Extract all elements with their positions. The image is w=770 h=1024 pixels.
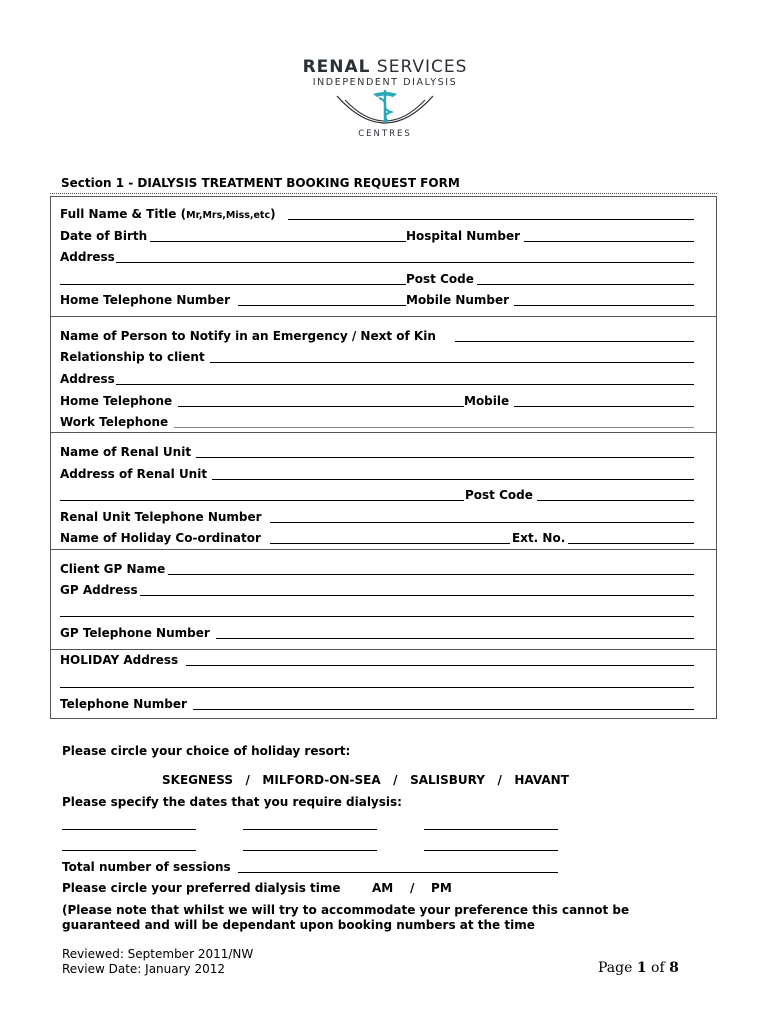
relationship-label: Relationship to client <box>60 350 205 364</box>
holiday-address-label: HOLIDAY Address <box>60 653 179 667</box>
next-of-kin-label: Name of Person to Notify in an Emergency / Next of Kin <box>60 329 436 343</box>
resort-prompt: Please circle your choice of holiday resort: <box>62 744 351 758</box>
emergency-home-telephone-field[interactable] <box>178 406 464 407</box>
logo-subtitle: INDEPENDENT DIALYSIS <box>312 77 458 88</box>
review-date-text: Review Date: January 2012 <box>62 962 226 976</box>
next-of-kin-field[interactable] <box>455 341 694 342</box>
emergency-home-telephone-label: Home Telephone <box>60 394 173 408</box>
date-field-3[interactable] <box>424 829 558 830</box>
holiday-address-field-1[interactable] <box>186 665 694 666</box>
hospital-number-label: Hospital Number <box>406 229 520 243</box>
date-field-6[interactable] <box>424 850 558 851</box>
holiday-telephone-label: Telephone Number <box>60 697 187 711</box>
emergency-address-label: Address <box>60 372 115 386</box>
holiday-telephone-field[interactable] <box>193 709 694 710</box>
ext-no-field[interactable] <box>568 543 694 544</box>
logo-brand: RENAL SERVICES <box>302 57 468 77</box>
renal-unit-telephone-field[interactable] <box>270 522 694 523</box>
note-line-1: (Please note that whilst we will try to accommodate your preference this cannot be <box>62 903 630 917</box>
post-code-field[interactable] <box>477 284 694 285</box>
renal-unit-name-field[interactable] <box>196 457 694 458</box>
full-name-label: Full Name & Title (Mr,Mrs,Miss,etc) <box>60 207 276 221</box>
work-telephone-field[interactable] <box>174 427 694 428</box>
home-telephone-label: Home Telephone Number <box>60 293 231 307</box>
renal-unit-address-label: Address of Renal Unit <box>60 467 208 481</box>
gp-address-field-1[interactable] <box>140 595 694 596</box>
work-telephone-label: Work Telephone <box>60 415 169 429</box>
holiday-coordinator-label: Name of Holiday Co-ordinator <box>60 531 261 545</box>
dob-field[interactable] <box>150 241 406 242</box>
dialysis-time-options[interactable]: AM / PM <box>372 881 452 895</box>
hospital-number-field[interactable] <box>524 241 694 242</box>
reviewed-text: Reviewed: September 2011/NW <box>62 947 254 961</box>
renal-unit-address-field-2[interactable] <box>60 500 464 501</box>
gp-address-field-2[interactable] <box>60 616 694 617</box>
renal-unit-post-code-field[interactable] <box>537 500 694 501</box>
holiday-coordinator-field[interactable] <box>270 543 510 544</box>
title-divider <box>50 193 717 194</box>
date-field-2[interactable] <box>243 829 377 830</box>
full-name-field[interactable] <box>288 219 694 220</box>
emergency-address-field[interactable] <box>116 384 694 385</box>
date-field-5[interactable] <box>243 850 377 851</box>
gp-telephone-field[interactable] <box>216 638 694 639</box>
renal-unit-telephone-label: Renal Unit Telephone Number <box>60 510 262 524</box>
note-line-2: guaranteed and will be dependant upon booking numbers at the time <box>62 918 535 932</box>
relationship-field[interactable] <box>210 362 694 363</box>
total-sessions-label: Total number of sessions <box>62 860 231 874</box>
emergency-mobile-label: Mobile <box>464 394 510 408</box>
gp-name-label: Client GP Name <box>60 562 166 576</box>
mobile-label: Mobile Number <box>406 293 510 307</box>
total-sessions-field[interactable] <box>238 872 558 873</box>
holiday-address-field-2[interactable] <box>60 687 694 688</box>
dates-prompt: Please specify the dates that you require dialysis: <box>62 795 402 809</box>
renal-unit-post-code-label: Post Code <box>465 488 533 502</box>
mobile-field[interactable] <box>514 305 694 306</box>
address-field-1[interactable] <box>116 262 694 263</box>
resort-options[interactable]: SKEGNESS / MILFORD-ON-SEA / SALISBURY / HAVANT <box>162 773 569 787</box>
home-telephone-field[interactable] <box>238 305 406 306</box>
post-code-label: Post Code <box>406 272 474 286</box>
gp-address-label: GP Address <box>60 583 138 597</box>
gp-telephone-label: GP Telephone Number <box>60 626 210 640</box>
renal-unit-address-field-1[interactable] <box>212 479 694 480</box>
section-title: Section 1 - DIALYSIS TREATMENT BOOKING REQUEST FORM <box>61 176 460 190</box>
gp-name-field[interactable] <box>168 574 694 575</box>
address-label: Address <box>60 250 115 264</box>
renal-unit-name-label: Name of Renal Unit <box>60 445 192 459</box>
dialysis-time-prompt: Please circle your preferred dialysis time <box>62 881 341 895</box>
date-field-1[interactable] <box>62 829 196 830</box>
page-number: Page 1 of 8 <box>598 960 679 976</box>
logo-centres: CENTRES <box>358 129 412 139</box>
dob-label: Date of Birth <box>60 229 148 243</box>
emergency-mobile-field[interactable] <box>514 406 694 407</box>
ext-no-label: Ext. No. <box>512 531 566 545</box>
date-field-4[interactable] <box>62 850 196 851</box>
address-field-2[interactable] <box>60 284 406 285</box>
